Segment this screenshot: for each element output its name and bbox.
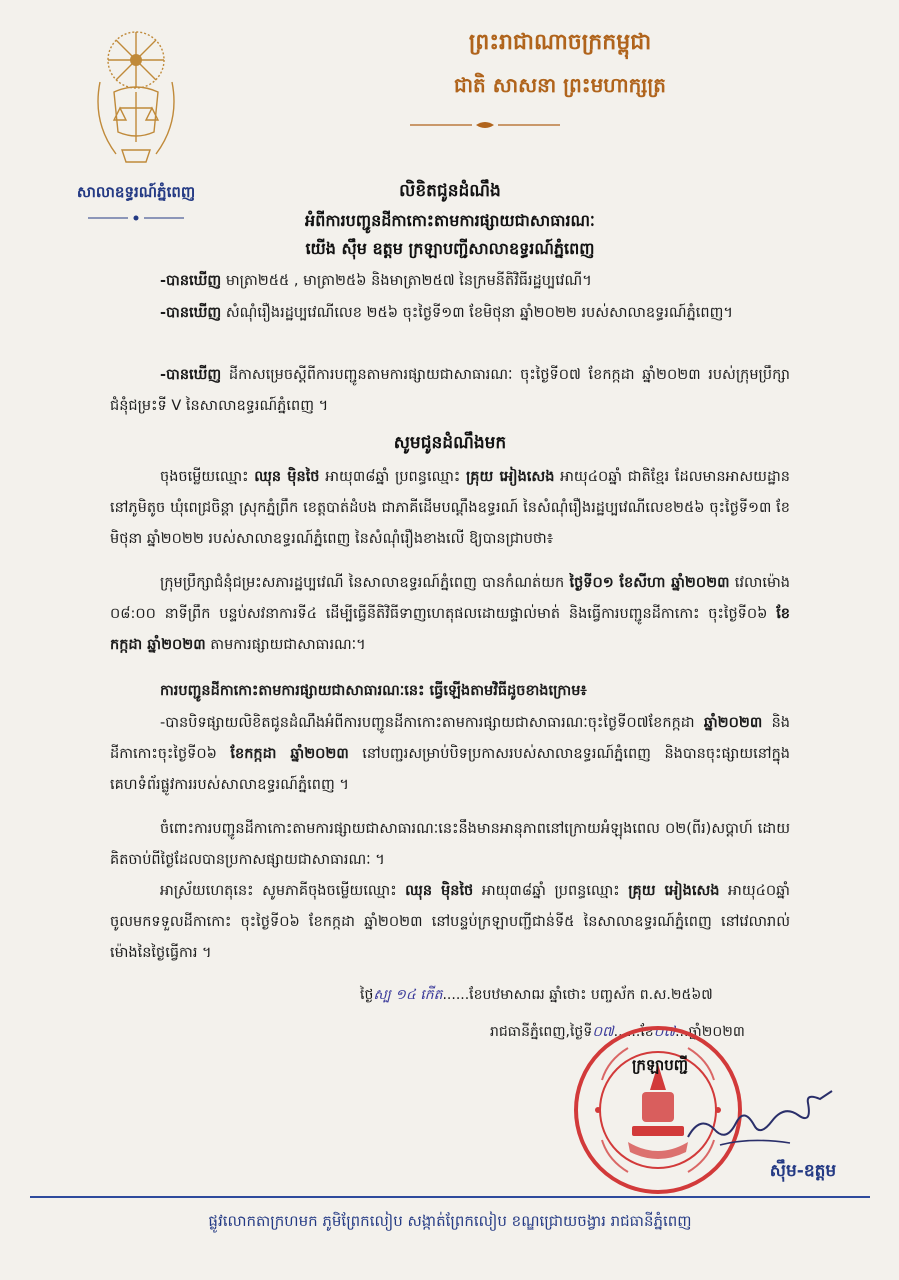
court-emblem-icon xyxy=(86,22,186,172)
document-title: លិខិតជូនដំណឹង xyxy=(399,181,501,201)
text-run: ចុងចម្លើយឈ្មោះ xyxy=(160,469,255,485)
consideration-text: ដីកាសម្រេចស្តីពីការបញ្ជូនតាមការផ្សាយជាសាធារណៈ ចុះថ្ងៃទី០៧ ខែកក្កដា ឆ្នាំ២០២៣ របស់ក្រុមប្រឹក្សាជំនុំជម្រះទី V នៃសាលាឧទ្ធរណ៍ភ្នំពេញ ។ xyxy=(110,367,790,414)
body-paragraph-1 xyxy=(110,462,790,555)
footer-divider xyxy=(30,1196,870,1198)
document-issuer: យើង ស៊ឹម ឧត្តម ក្រឡាបញ្ជីសាលាឧទ្ធរណ៍ភ្នំពេញ xyxy=(305,239,595,258)
consideration-lead: -បានឃើញ xyxy=(160,367,222,383)
consideration-lead: -បានឃើញ xyxy=(160,273,222,289)
text-run: អាយុ៣៨ឆ្នាំ ប្រពន្ធឈ្មោះ xyxy=(473,883,629,899)
consideration-text: សំណុំរឿងរដ្ឋប្បវេណីលេខ ២៥៦ ចុះថ្ងៃទី១៣ ខែមិថុនា ឆ្នាំ២០២២ របស់សាលាឧទ្ធរណ៍ភ្នំពេញ។ xyxy=(221,305,733,321)
defendant-name: ឈុន ម៉ិនថៃ xyxy=(254,469,320,485)
lunar-date-line xyxy=(360,985,820,1006)
ornament-icon xyxy=(410,120,560,130)
text-run: និងដីកាកោះចុះថ្ងៃទី០៦ xyxy=(110,715,790,762)
text-run: តាមការផ្សាយជាសាធារណៈ។ xyxy=(205,637,366,653)
text-run: វេលាម៉ោង ០៨:០០ នាទីព្រឹក បន្ទប់សវនាការទី៤ ដើម្បីធ្វើនីតិវិធីទាញហេតុផលដោយផ្ទាល់មាត់ និងធ្វើការបញ្ជូនដីកាកោះ ចុះថ្ងៃទី០៦ xyxy=(110,575,790,622)
text-run: ...ឆ្នាំ២០២៣ xyxy=(675,1024,745,1040)
body-paragraph-3: ការបញ្ជូនដីកាកោះតាមការផ្សាយជាសាធារណៈនេះ ធ្វើឡើងតាមវិធីដូចខាងក្រោម៖ xyxy=(160,683,587,699)
kingdom-heading: ព្រះរាជាណាចក្រកម្ពុជា xyxy=(468,30,652,55)
signer-title: ក្រឡាបញ្ជី xyxy=(631,1056,689,1074)
consideration-text: មាត្រា២៥៥ , មាត្រា២៥៦ និងមាត្រា២៥៧ នៃក្រមនីតិវិធីរដ្ឋប្បវេណី។ xyxy=(221,273,592,289)
consideration-lead: -បានឃើញ xyxy=(160,305,222,321)
signature-icon xyxy=(680,1085,840,1155)
handwritten-lunar-day: ស្ប ១៤ កើត xyxy=(373,987,443,1003)
consideration-2 xyxy=(110,298,790,329)
text-run: អាយុ៣៨ឆ្នាំ ប្រពន្ធឈ្មោះ xyxy=(319,469,466,485)
handwritten-month: ០៧ xyxy=(653,1024,676,1040)
document-subject: អំពីការបញ្ជូនដីកាកោះតាមការផ្សាយជាសាធារណៈ xyxy=(305,211,595,230)
text-run: ថ្ងៃ xyxy=(360,987,374,1003)
national-motto: ជាតិ សាសនា ព្រះមហាក្សត្រ xyxy=(454,73,666,97)
text-run: ......ខែបឋមាសាឍ ឆ្នាំថោះ បញ្ចស័ក ព.ស.២៥៦៧ xyxy=(442,987,713,1003)
summons-date: ខែកក្កដា ឆ្នាំ២០២៣ xyxy=(230,746,349,762)
signer-name: ស៊ឹម-ឧត្តម xyxy=(769,1161,837,1181)
court-name: សាលាឧទ្ធរណ៍ភ្នំពេញ xyxy=(76,183,196,201)
notice-year: ឆ្នាំ២០២៣ xyxy=(703,715,763,731)
text-run: អាស្រ័យហេតុនេះ សូមភាគីចុងចម្លើយឈ្មោះ xyxy=(160,883,406,899)
body-paragraph-6 xyxy=(110,876,790,969)
body-paragraph-4 xyxy=(110,708,790,801)
spouse-name: គ្រុយ អៀងសេង xyxy=(465,469,555,485)
consideration-1 xyxy=(110,266,790,297)
section-heading: សូមជូនដំណឹងមក xyxy=(393,433,507,453)
hearing-date: ថ្ងៃទី០១ ខែសីហា ឆ្នាំ២០២៣ xyxy=(569,575,730,591)
spouse-name: គ្រុយ អៀងសេង xyxy=(628,883,720,899)
defendant-name: ឈុន ម៉ិនថៃ xyxy=(405,883,474,899)
consideration-3 xyxy=(110,360,790,422)
text-run: ......ខែ xyxy=(613,1024,654,1040)
body-paragraph-2 xyxy=(110,568,790,661)
body-paragraph-5: ចំពោះការបញ្ជូនដីកាកោះតាមការផ្សាយជាសាធារណៈនេះនឹងមានអានុភាពនៅក្រោយអំឡុងពេល ០២(ពីរ)សប្តាហ៍ ដោយគិតចាប់ពីថ្ងៃដែលបានប្រកាសផ្សាយជាសាធារណៈ ។ xyxy=(110,821,790,868)
summons-date: ខែកក្កដា ឆ្នាំ២០២៣ xyxy=(110,606,790,653)
text-run: នៅបញ្ជរសម្រាប់បិទប្រកាសរបស់សាលាឧទ្ធរណ៍ភ្នំពេញ និងបានចុះផ្សាយនៅក្នុងគេហទំព័រផ្លូវការរបស់សាលាឧទ្ធរណ៍ភ្នំពេញ ។ xyxy=(110,746,790,793)
footer-address: ផ្លូវលោកតាក្រហមក ភូមិព្រែកលៀប សង្កាត់ព្រែកលៀប ខណ្ឌជ្រោយចង្វារ រាជធានីភ្នំពេញ xyxy=(208,1212,692,1230)
handwritten-day: ០៧ xyxy=(592,1024,614,1040)
text-run: អាយុ៤០ឆ្នាំ ចូលមកទទួលដីកាកោះ ចុះថ្ងៃទី០៦ ខែកក្កដា ឆ្នាំ២០២៣ នៅបន្ទប់ក្រឡាបញ្ជីជាន់ទី៥ នៃសាលាឧទ្ធរណ៍ភ្នំពេញ នៅវេលារាល់ម៉ោងនៃថ្ងៃធ្វើការ ។ xyxy=(110,883,790,961)
text-run: -បានបិទផ្សាយលិខិតជូនដំណឹងអំពីការបញ្ជូនដីកាកោះតាមការផ្សាយជាសាធារណៈចុះថ្ងៃទី០៧ខែកក្កដា xyxy=(160,715,704,731)
text-run: ក្រុមប្រឹក្សាជំនុំជម្រះសភារដ្ឋប្បវេណី នៃសាលាឧទ្ធរណ៍ភ្នំពេញ បានកំណត់យក xyxy=(160,575,570,591)
text-run: រាជធានីភ្នំពេញ,ថ្ងៃទី xyxy=(490,1024,593,1040)
text-run: អាយុ៤០ឆ្នាំ ជាតិខ្មែរ ដែលមានអាសយដ្ឋាននៅភូមិតូច ឃុំពេជ្រចិន្តា ស្រុកភ្នំព្រឹក ខេត្តបាត់ដំបង ជាភាគីដើមបណ្តឹងឧទ្ធរណ៍ នៃសំណុំរឿងរដ្ឋប្បវេណីលេខ២៥៦ ចុះថ្ងៃទី១៣ ខែមិថុនា ឆ្នាំ២០២២ របស់សាលាឧទ្ធរណ៍ភ្នំពេញ នៃសំណុំរឿងខាងលើ ឱ្យបានជ្រាបថា៖ xyxy=(110,469,790,547)
